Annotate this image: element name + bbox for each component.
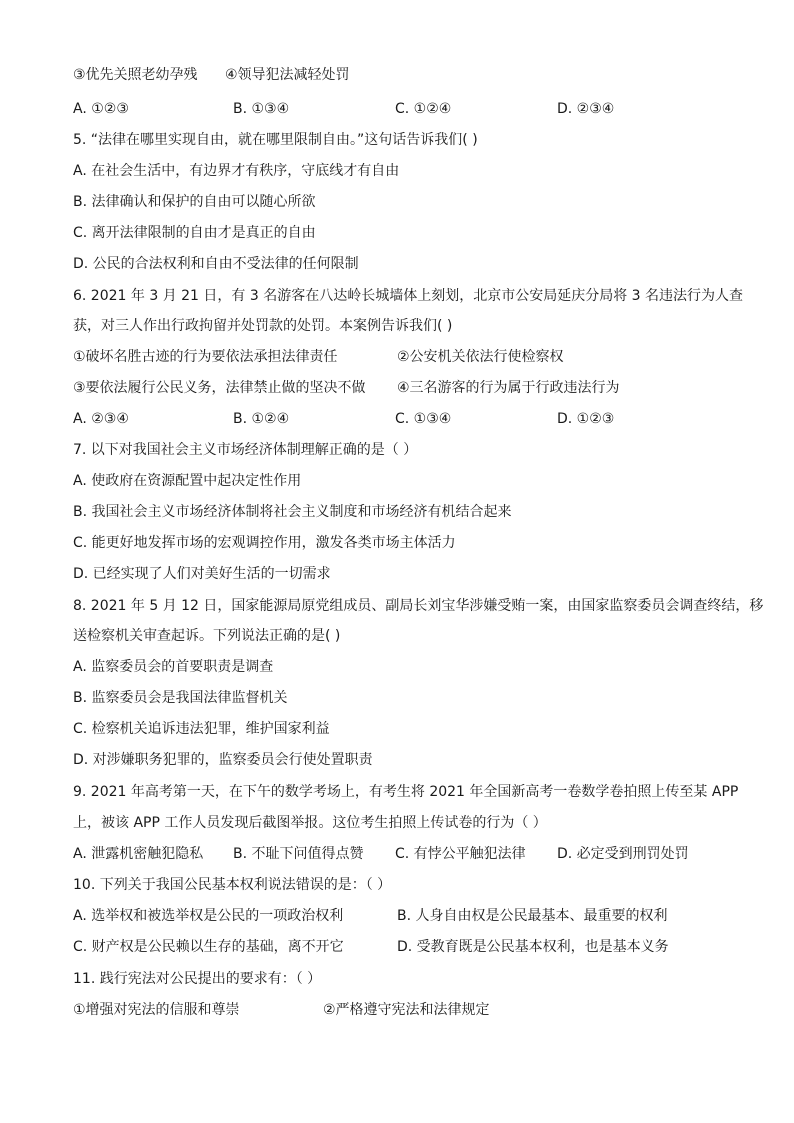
q7-option-d[interactable]: D. 已经实现了人们对美好生活的一切需求 — [73, 566, 331, 582]
q7-option-b[interactable]: B. 我国社会主义市场经济体制将社会主义制度和市场经济有机结合起来 — [73, 504, 512, 520]
q10-options-row1 — [73, 907, 733, 925]
q10-options-row2 — [73, 938, 733, 956]
q6-option-c[interactable]: C. ①③④ — [395, 411, 452, 427]
q9-option-a[interactable]: A. 泄露机密触犯隐私 — [73, 846, 204, 862]
q5-option-d[interactable]: D. 公民的合法权利和自由不受法律的任何限制 — [73, 256, 359, 272]
q9-option-c[interactable]: C. 有悖公平触犯法律 — [395, 846, 526, 862]
q4-statements-row — [73, 66, 733, 84]
q6-statement-3: ③要依法履行公民义务，法律禁止做的坚决不做 — [73, 380, 366, 396]
q10-option-c[interactable]: C. 财产权是公民赖以生存的基础，离不开它 — [73, 939, 344, 955]
q8-stem-line2: 送检察机关审查起诉。下列说法正确的是( ) — [73, 628, 341, 644]
q8-option-a[interactable]: A. 监察委员会的首要职责是调查 — [73, 659, 274, 675]
q4-option-d[interactable]: D. ②③④ — [557, 101, 615, 117]
q9-option-b[interactable]: B. 不耻下问值得点赞 — [233, 846, 364, 862]
q4-option-c[interactable]: C. ①②④ — [395, 101, 452, 117]
q8-stem-line1: 8. 2021 年 5 月 12 日，国家能源局原党组成员、副局长刘宝华涉嫌受贿一案，由国家监察委员会调查终结，移 — [73, 598, 764, 614]
q5-stem: 5. “法律在哪里实现自由，就在哪里限制自由。”这句话告诉我们( ) — [73, 132, 478, 148]
q8-option-c[interactable]: C. 检察机关追诉违法犯罪，维护国家利益 — [73, 721, 330, 737]
q10-option-b[interactable]: B. 人身自由权是公民最基本、最重要的权利 — [397, 908, 668, 924]
q7-option-a[interactable]: A. 使政府在资源配置中起决定性作用 — [73, 473, 302, 489]
q11-statements-row — [73, 1001, 733, 1019]
q9-options-row — [73, 845, 733, 863]
q6-stem-line1: 6. 2021 年 3 月 21 日，有 3 名游客在八达岭长城墙体上刻划，北京市公安局延庆分局将 3 名违法行为人查 — [73, 288, 744, 304]
q11-stem: 11. 践行宪法对公民提出的要求有：（ ） — [73, 971, 322, 987]
q5-option-b[interactable]: B. 法律确认和保护的自由可以随心所欲 — [73, 194, 316, 210]
q6-option-d[interactable]: D. ①②③ — [557, 411, 615, 427]
q6-statement-1: ①破坏名胜古迹的行为要依法承担法律责任 — [73, 349, 338, 365]
q6-option-a[interactable]: A. ②③④ — [73, 411, 129, 427]
q6-statement-2: ②公安机关依法行使检察权 — [397, 349, 564, 365]
q4-option-b[interactable]: B. ①③④ — [233, 101, 290, 117]
q4-option-a[interactable]: A. ①②③ — [73, 101, 129, 117]
q9-stem-line2: 上，被该 APP 工作人员发现后截图举报。这位考生拍照上传试卷的行为（ ） — [73, 815, 547, 831]
q6-statement-4: ④三名游客的行为属于行政违法行为 — [397, 380, 620, 396]
q6-options-row — [73, 410, 733, 428]
q6-statements-row2 — [73, 379, 733, 397]
q8-option-b[interactable]: B. 监察委员会是我国法律监督机关 — [73, 690, 288, 706]
q10-stem: 10. 下列关于我国公民基本权利说法错误的是：（ ） — [73, 877, 392, 893]
q5-option-c[interactable]: C. 离开法律限制的自由才是真正的自由 — [73, 225, 316, 241]
q11-statement-1: ①增强对宪法的信服和尊崇 — [73, 1002, 240, 1018]
q7-option-c[interactable]: C. 能更好地发挥市场的宏观调控作用，激发各类市场主体活力 — [73, 535, 456, 551]
q10-option-d[interactable]: D. 受教育既是公民基本权利，也是基本义务 — [397, 939, 669, 955]
q5-option-a[interactable]: A. 在社会生活中，有边界才有秩序，守底线才有自由 — [73, 163, 400, 179]
q9-stem-line1: 9. 2021 年高考第一天，在下午的数学考场上，有考生将 2021 年全国新高考一卷数学卷拍照上传至某 APP — [73, 784, 739, 800]
q9-option-d[interactable]: D. 必定受到刑罚处罚 — [557, 846, 689, 862]
q4-statement-3: ③优先关照老幼孕残 — [73, 67, 198, 83]
q6-option-b[interactable]: B. ①②④ — [233, 411, 290, 427]
q7-stem: 7. 以下对我国社会主义市场经济体制理解正确的是（ ） — [73, 442, 418, 458]
q4-statement-4: ④领导犯法减轻处罚 — [225, 67, 350, 83]
q8-option-d[interactable]: D. 对涉嫌职务犯罪的，监察委员会行使处置职责 — [73, 752, 373, 768]
q11-statement-2: ②严格遵守宪法和法律规定 — [323, 1002, 490, 1018]
q6-stem-line2: 获，对三人作出行政拘留并处罚款的处罚。本案例告诉我们( ) — [73, 318, 453, 334]
q6-statements-row1 — [73, 348, 733, 366]
q10-option-a[interactable]: A. 选举权和被选举权是公民的一项政治权利 — [73, 908, 344, 924]
q4-options-row — [73, 100, 733, 118]
